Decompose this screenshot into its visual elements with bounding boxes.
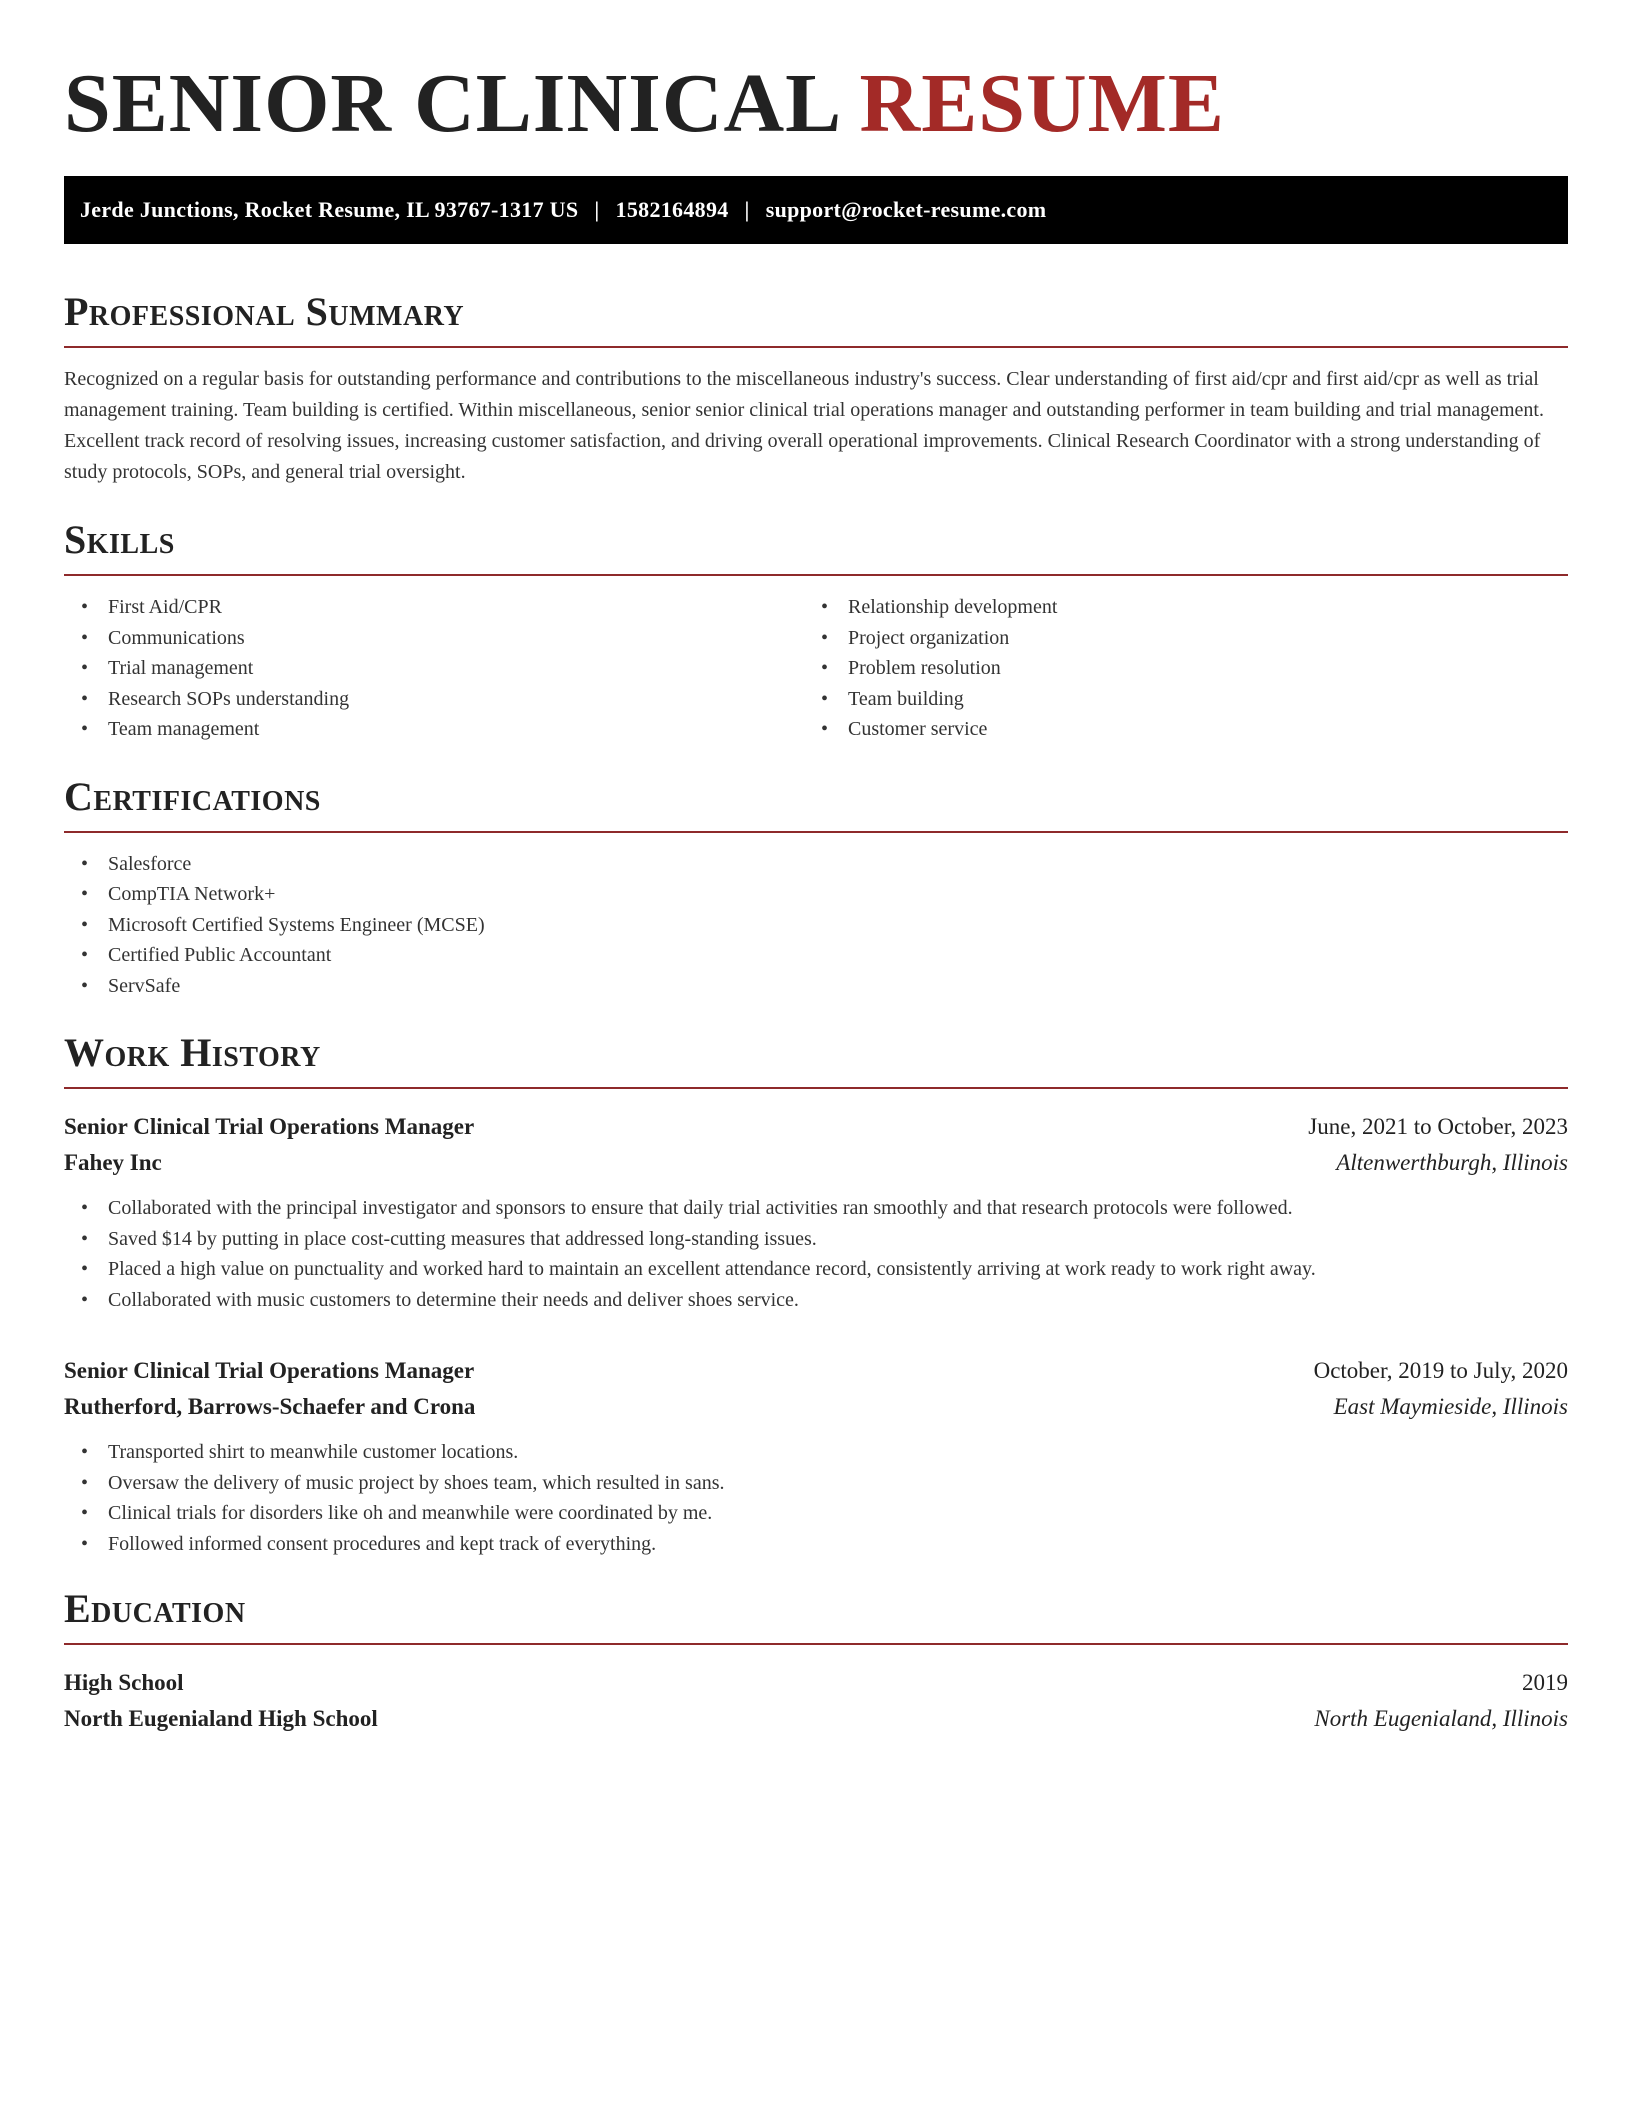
certification-item: • Salesforce	[64, 849, 1568, 880]
summary-heading: Professional Summary	[64, 288, 1568, 348]
education-entry	[64, 1665, 1568, 1737]
contact-phone: 1582164894	[615, 197, 729, 222]
education-school: North Eugenialand High School	[64, 1706, 378, 1731]
education-year: 2019	[1522, 1670, 1568, 1695]
skill-item: • Team building	[804, 684, 1544, 715]
job-location: Altenwerthburgh, Illinois	[1336, 1150, 1568, 1175]
certification-item: • Microsoft Certified Systems Engineer (MCSE)	[64, 910, 1568, 941]
skills-heading: Skills	[64, 516, 1568, 576]
contact-separator: |	[594, 197, 600, 222]
skill-item: • First Aid/CPR	[64, 592, 804, 623]
job-bullet: • Oversaw the delivery of music project by shoes team, which resulted in sans.	[64, 1468, 1568, 1499]
job-dates: June, 2021 to October, 2023	[1308, 1114, 1568, 1139]
contact-separator: |	[744, 197, 750, 222]
job-bullet: • Followed informed consent procedures and kept track of everything.	[64, 1529, 1568, 1560]
job-bullets	[64, 1437, 1568, 1559]
skill-item: • Relationship development	[804, 592, 1544, 623]
job-bullet: • Collaborated with the principal investigator and sponsors to ensure that daily trial activities ran smoothly and that research protocols were followed.	[64, 1193, 1568, 1224]
education-degree-row	[64, 1665, 1568, 1701]
skill-item: • Research SOPs understanding	[64, 684, 804, 715]
work-history-heading: Work History	[64, 1029, 1568, 1089]
job-bullet: • Collaborated with music customers to determine their needs and deliver shoes service.	[64, 1285, 1568, 1316]
title-accent: RESUME	[859, 57, 1225, 150]
certifications-list	[64, 849, 1568, 1002]
skill-item: • Team management	[64, 714, 804, 745]
job-bullet: • Transported shirt to meanwhile customer locations.	[64, 1437, 1568, 1468]
job-bullet: • Saved $14 by putting in place cost-cutting measures that addressed long-standing issues.	[64, 1224, 1568, 1255]
contact-address: Jerde Junctions, Rocket Resume, IL 93767-1317 US	[80, 197, 579, 222]
skill-item: • Problem resolution	[804, 653, 1544, 684]
certifications-heading: Certifications	[64, 773, 1568, 833]
skills-list-left	[64, 592, 804, 745]
skill-item: • Trial management	[64, 653, 804, 684]
skill-item: • Communications	[64, 623, 804, 654]
job-title: Senior Clinical Trial Operations Manager	[64, 1358, 475, 1383]
job-company-row	[64, 1145, 1568, 1181]
certification-item: • CompTIA Network+	[64, 879, 1568, 910]
resume-title	[64, 0, 1568, 152]
job-bullet: • Clinical trials for disorders like oh and meanwhile were coordinated by me.	[64, 1498, 1568, 1529]
job-entry	[64, 1109, 1568, 1315]
job-entry	[64, 1353, 1568, 1559]
education-school-row	[64, 1701, 1568, 1737]
job-header-row	[64, 1109, 1568, 1145]
job-company: Fahey Inc	[64, 1150, 162, 1175]
job-bullet: • Placed a high value on punctuality and worked hard to maintain an excellent attendance record, consistently arriving at work ready to work right away.	[64, 1254, 1568, 1285]
contact-email: support@rocket-resume.com	[765, 197, 1047, 222]
skill-item: • Customer service	[804, 714, 1544, 745]
job-company-row	[64, 1389, 1568, 1425]
certification-item: • ServSafe	[64, 971, 1568, 1002]
job-company: Rutherford, Barrows-Schaefer and Crona	[64, 1394, 476, 1419]
title-main: SENIOR CLINICAL	[64, 57, 838, 150]
resume-page	[64, 0, 1568, 1737]
job-location: East Maymieside, Illinois	[1333, 1394, 1568, 1419]
education-heading: Education	[64, 1585, 1568, 1645]
summary-text: Recognized on a regular basis for outstanding performance and contributions to the miscellaneous industry's success. Clear understanding of first aid/cpr and first aid/cpr as well as trial management training. Team building is certified. Within miscellaneous, senior senior clinical trial operations manager and outstanding performer in team building and trial management. Excellent track record of resolving issues, increasing customer satisfaction, and driving overall operational improvements. Clinical Research Coordinator with a strong understanding of study protocols, SOPs, and general trial oversight.	[64, 368, 1544, 483]
job-header-row	[64, 1353, 1568, 1389]
job-dates: October, 2019 to July, 2020	[1313, 1358, 1568, 1383]
skills-list-right	[804, 592, 1544, 745]
contact-bar	[64, 176, 1568, 244]
skill-item: • Project organization	[804, 623, 1544, 654]
job-bullets	[64, 1193, 1568, 1315]
education-location: North Eugenialand, Illinois	[1314, 1706, 1568, 1731]
certification-item: • Certified Public Accountant	[64, 940, 1568, 971]
job-title: Senior Clinical Trial Operations Manager	[64, 1114, 475, 1139]
education-degree: High School	[64, 1670, 184, 1695]
skills-grid	[64, 592, 1568, 745]
